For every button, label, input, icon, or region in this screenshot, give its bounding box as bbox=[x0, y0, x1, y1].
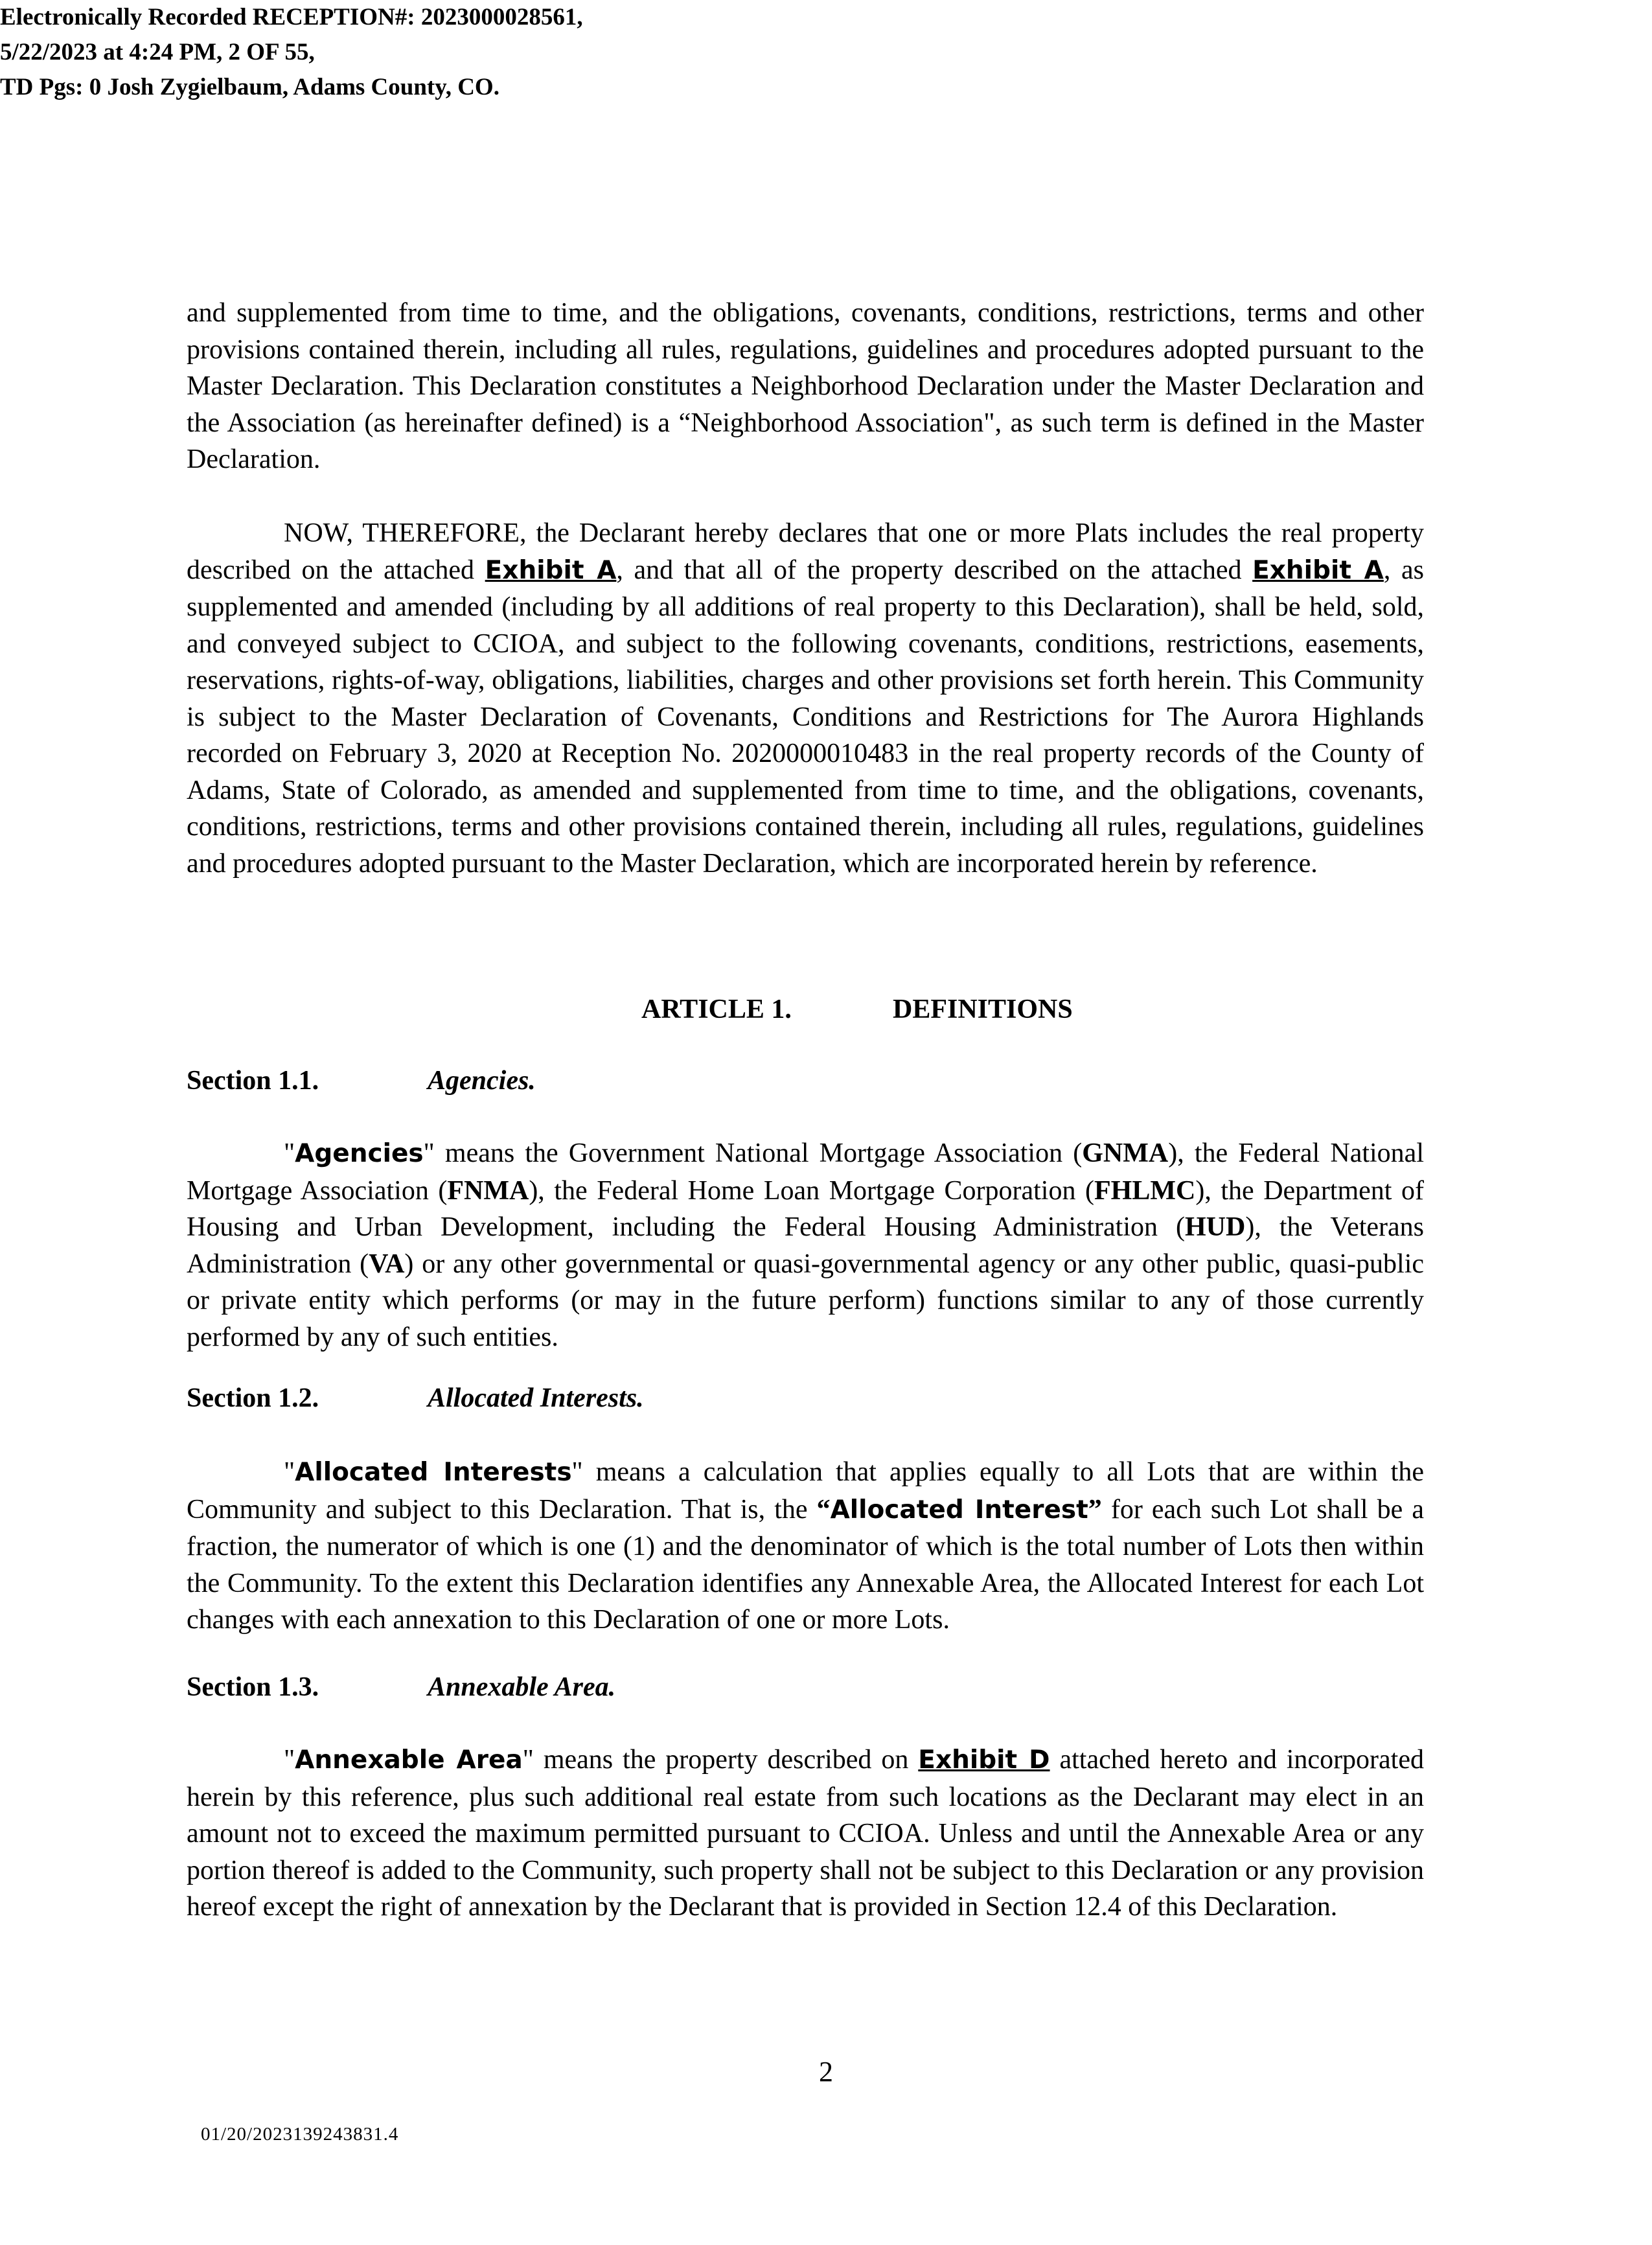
article-title: DEFINITIONS bbox=[893, 995, 1073, 1024]
section-title: Agencies. bbox=[428, 1066, 536, 1096]
abbrev-fnma: FNMA bbox=[447, 1175, 529, 1206]
para2-text-c: , as supplemented and amended (including by all additions of real property to this Declaration), shall be held, sold, and conveyed subject to CCIOA, and subject to the following covenants, conditions, restrictions, easements, reservations, rights-of-way, obligations, liabilities, charges and other provisions set forth herein. This Community is subject to the Master Declaration of Covenants, Conditions and Restrictions for The Aurora Highlands recorded on February 3, 2020 at Reception No. 2020000010483 in the real property records of the County of Adams, State of Colorado, as amended and supplemented from time to time, and the obligations, covenants, conditions, restrictions, terms and other provisions contained therein, including all rules, regulations, guidelines and procedures adopted pursuant to the Master Declaration, which are incorporated herein by reference. bbox=[187, 555, 1424, 879]
now-therefore-paragraph bbox=[187, 515, 1424, 882]
quote-close: ” bbox=[1088, 1494, 1102, 1525]
exhibit-a-reference-2: Exhibit A bbox=[1252, 555, 1384, 585]
abbrev-fhlmc: FHLMC bbox=[1094, 1175, 1196, 1206]
para2-text-b: , and that all of the property described on the attached bbox=[616, 555, 1253, 585]
defined-term: Agencies bbox=[295, 1139, 424, 1168]
stamp-line-3: TD Pgs: 0 Josh Zygielbaum, Adams County, CO. bbox=[0, 74, 499, 100]
text: means the Government National Mortgage Association ( bbox=[434, 1138, 1083, 1168]
quote-open: " bbox=[284, 1457, 295, 1487]
section-heading-1-2 bbox=[187, 1383, 644, 1414]
page-number: 2 bbox=[819, 2056, 833, 2088]
quote-open: “ bbox=[816, 1494, 831, 1525]
text: ), the Federal Home Loan Mortgage Corporation ( bbox=[529, 1175, 1095, 1206]
recording-stamp bbox=[0, 0, 583, 105]
section-1-1-paragraph bbox=[187, 1135, 1424, 1355]
stamp-line-1: Electronically Recorded RECEPTION#: 2023000028561, bbox=[0, 4, 583, 30]
text: ) or any other governmental or quasi-governmental agency or any other public, quasi-public or private entity which performs (or may in the future perform) functions similar to any of those currently performed by any of such entities. bbox=[187, 1249, 1425, 1352]
section-heading-1-3 bbox=[187, 1672, 615, 1703]
text: for each such Lot shall be a fraction, the numerator of which is one (1) and the denominator of which is the total number of Lots then within the Community. To the extent this Declaration identifies any Annexable Area, the Allocated Interest for each Lot changes with each annexation to this Declaration of one or more Lots. bbox=[187, 1494, 1424, 1635]
text: means a calculation that applies equally to all Lots that are within the Community and subject to this Declaration. That is, the bbox=[187, 1457, 1424, 1525]
abbrev-va: VA bbox=[369, 1249, 405, 1279]
section-1-2-paragraph bbox=[187, 1454, 1424, 1639]
section-title: Allocated Interests. bbox=[428, 1383, 644, 1413]
quote-open: " bbox=[284, 1138, 295, 1168]
section-number: Section 1.1. bbox=[187, 1066, 319, 1096]
text: attached hereto and incorporated herein by this reference, plus such additional real estate from such locations as the Declarant may elect in an amount not to exceed the maximum permitted pursuant to CCIOA. Unless and until the Annexable Area or any portion thereof is added to the Community, such property shall not be subject to this Declaration or any provision hereof except the right of annexation by the Declarant that is provided in Section 12.4 of this Declaration. bbox=[187, 1745, 1424, 1922]
stamp-line-2: 5/22/2023 at 4:24 PM, 2 OF 55, bbox=[0, 39, 315, 65]
abbrev-gnma: GNMA bbox=[1082, 1138, 1169, 1168]
para2-text-a: NOW, THEREFORE, the Declarant hereby declares that one or more Plats includes the real property described on the attached bbox=[187, 518, 1424, 585]
section-number: Section 1.3. bbox=[187, 1672, 319, 1702]
text: ), the Federal National Mortgage Association ( bbox=[187, 1138, 1424, 1206]
defined-term: Allocated Interests bbox=[295, 1458, 572, 1487]
document-id: 01/20/2023139243831.4 bbox=[201, 2124, 399, 2145]
quote-close: " bbox=[423, 1138, 435, 1168]
text: ), the Veterans Administration ( bbox=[187, 1212, 1425, 1279]
section-heading-1-1 bbox=[187, 1065, 536, 1096]
article-number: ARTICLE 1. bbox=[641, 995, 792, 1024]
section-number: Section 1.2. bbox=[187, 1383, 319, 1413]
defined-term: Annexable Area bbox=[295, 1745, 523, 1775]
exhibit-d-reference: Exhibit D bbox=[918, 1745, 1050, 1775]
quote-close: " bbox=[571, 1457, 583, 1487]
text: means the property described on bbox=[533, 1745, 919, 1775]
exhibit-a-reference-1: Exhibit A bbox=[485, 555, 617, 585]
quote-open: " bbox=[284, 1745, 295, 1775]
text: ), the Department of Housing and Urban Development, including the Federal Housing Administration ( bbox=[187, 1175, 1424, 1242]
section-1-3-paragraph bbox=[187, 1742, 1424, 1926]
defined-term-2: Allocated Interest bbox=[830, 1495, 1088, 1525]
abbrev-hud: HUD bbox=[1185, 1212, 1246, 1242]
section-title: Annexable Area. bbox=[428, 1672, 616, 1702]
quote-close: " bbox=[522, 1745, 534, 1775]
article-heading bbox=[641, 994, 1073, 1025]
continued-paragraph: and supplemented from time to time, and the obligations, covenants, conditions, restrictions, terms and other provisions contained therein, including all rules, regulations, guidelines and procedures adopted pursuant to the Master Declaration. This Declaration constitutes a Neighborhood Declaration under the Master Declaration and the Association (as hereinafter defined) is a “Neighborhood Association", as such term is defined in the Master Declaration. bbox=[187, 298, 1424, 474]
